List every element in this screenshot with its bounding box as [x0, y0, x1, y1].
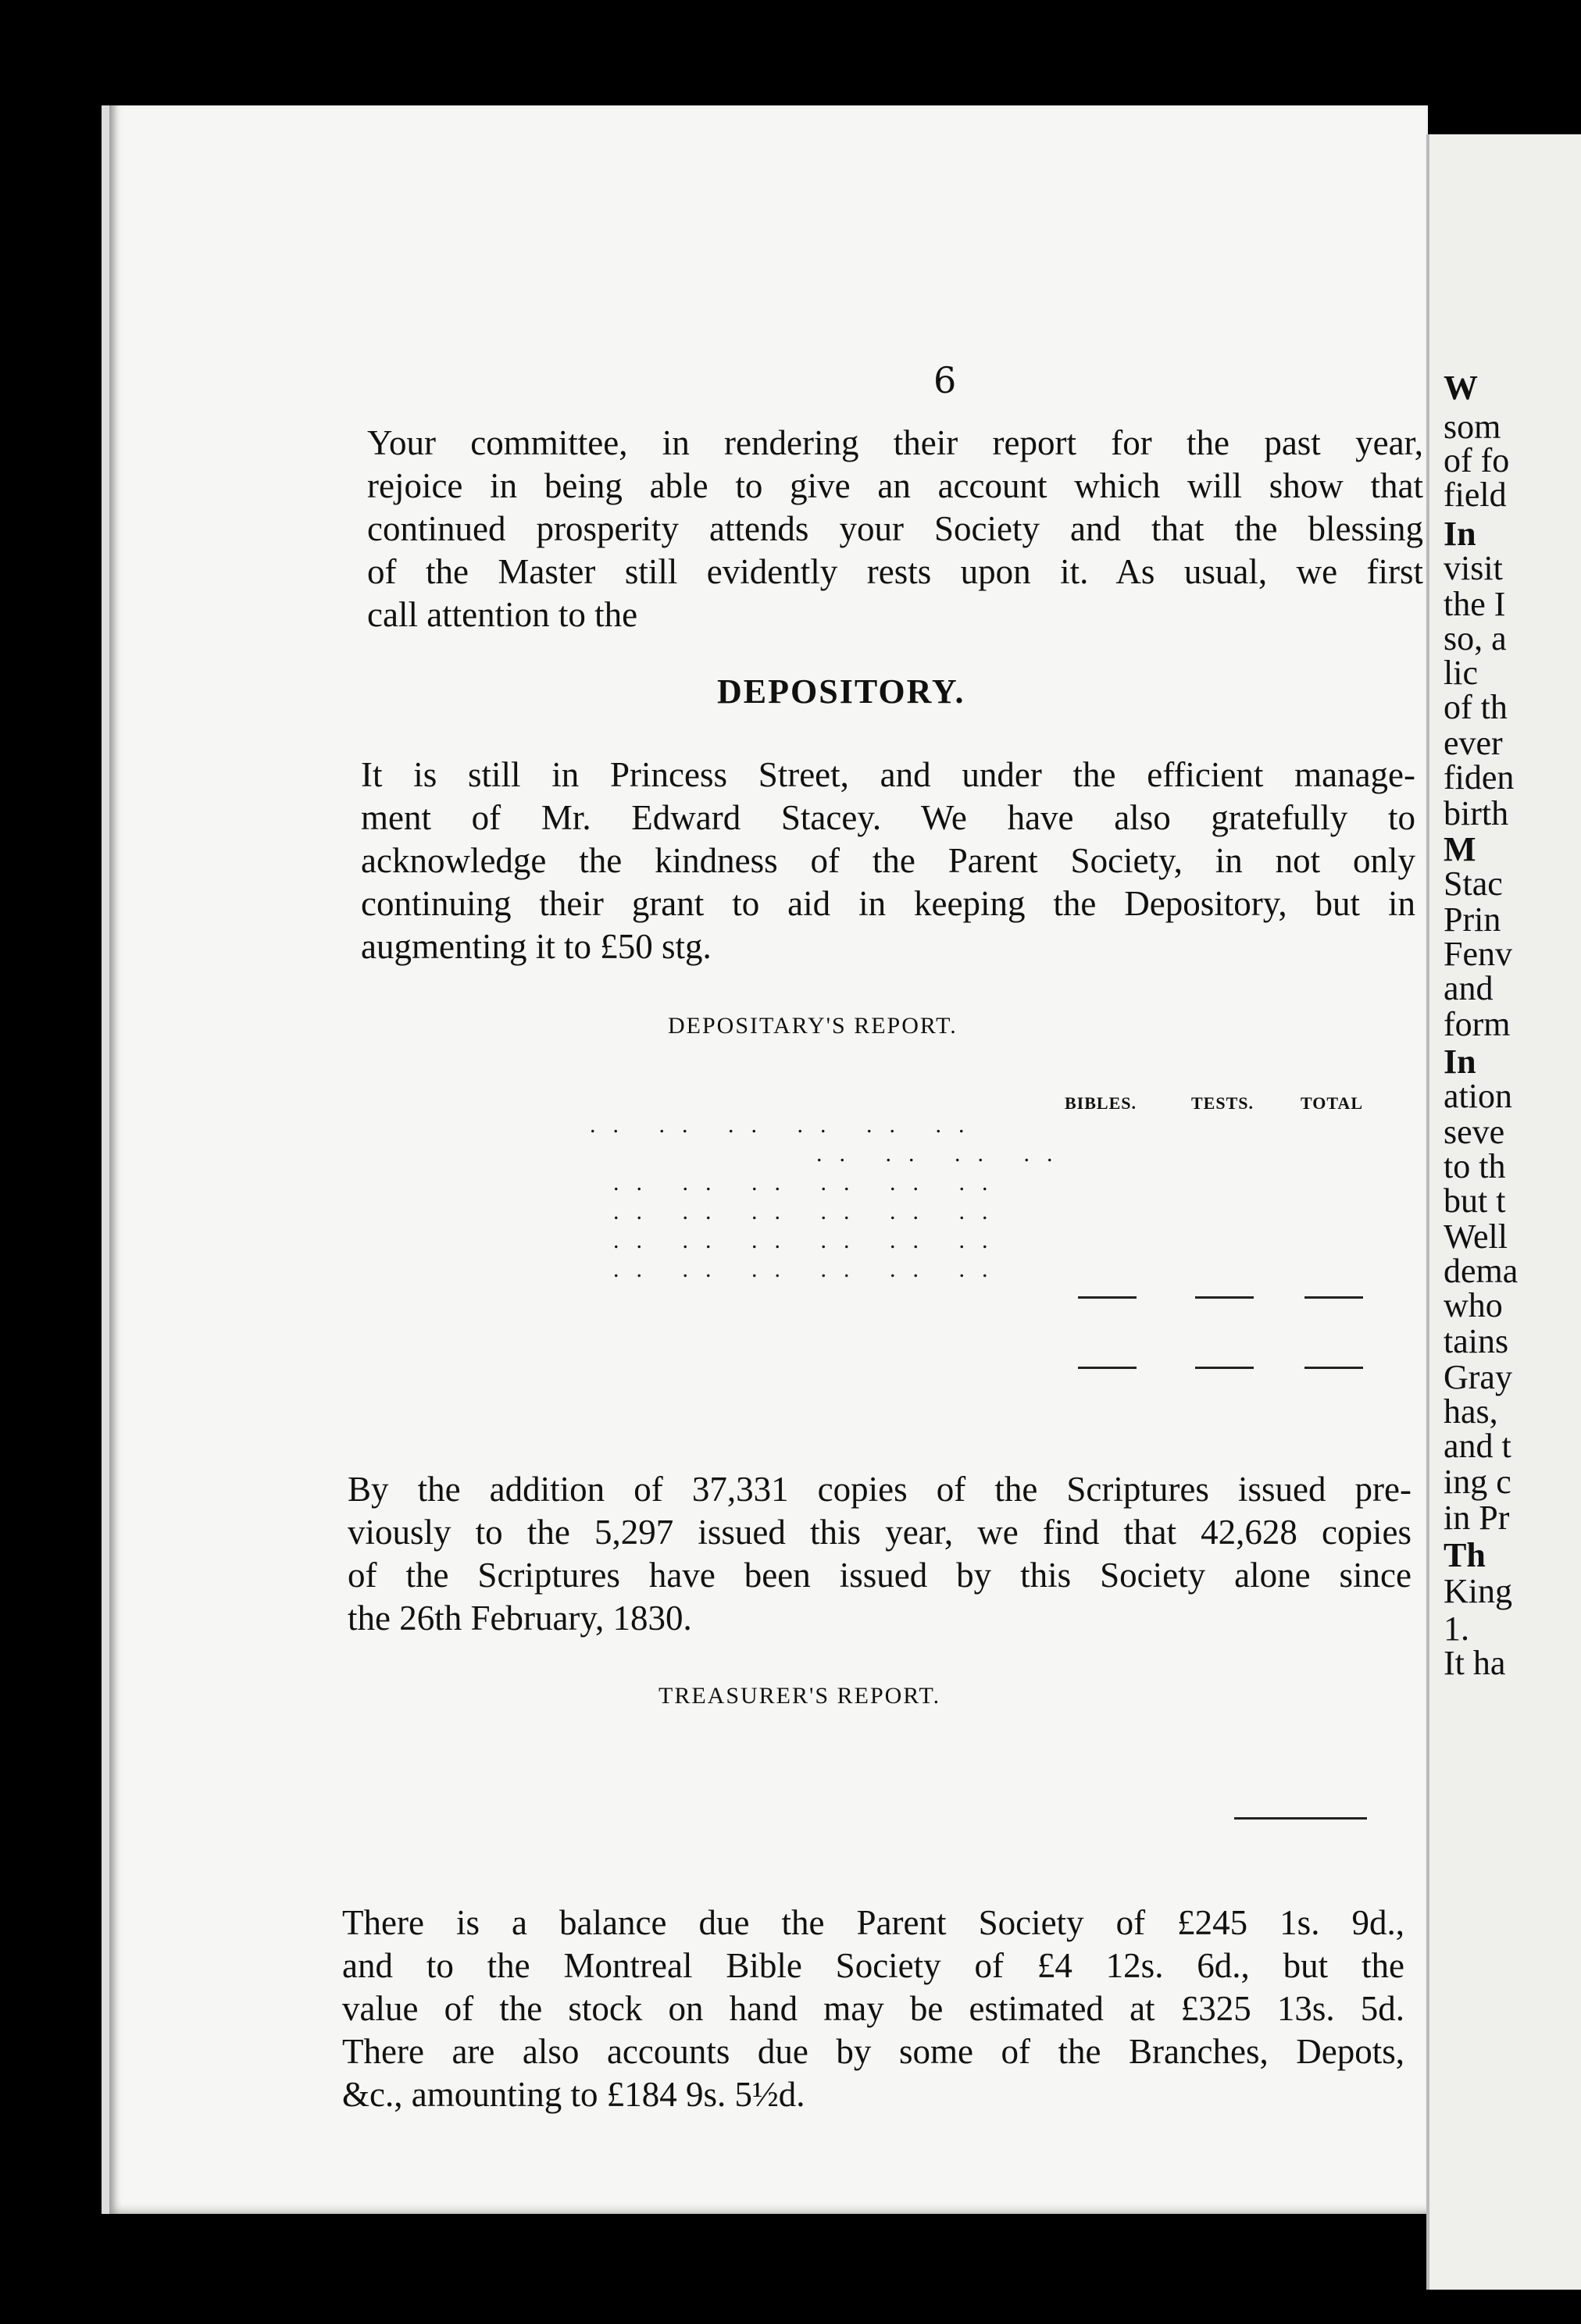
right-page-text-fragment: W — [1444, 369, 1478, 407]
sum-rule — [1195, 1296, 1254, 1299]
column-header-total: TOTAL — [1301, 1093, 1363, 1113]
leader-dots: .. .. .. .. — [816, 1141, 1070, 1167]
right-page-text-fragment: and — [1444, 969, 1494, 1007]
depository-line: It is still in Princess Street, and under the efficient manage- — [361, 755, 1415, 794]
right-page-text-fragment: seve — [1444, 1113, 1505, 1151]
right-page-text-fragment: but t — [1444, 1182, 1506, 1220]
scriptures-line: the 26th February, 1830. — [348, 1599, 692, 1638]
sum-rule — [1078, 1367, 1137, 1369]
right-page-text-fragment: ation — [1444, 1077, 1512, 1115]
depository-heading: DEPOSITORY. — [717, 672, 965, 711]
depository-line: acknowledge the kindness of the Parent Society, in not only — [361, 841, 1415, 880]
right-page-text-fragment: In — [1444, 1043, 1476, 1081]
right-page-text-fragment: form — [1444, 1005, 1511, 1043]
right-page-text-fragment: birth — [1444, 794, 1509, 832]
right-page-text-fragment: Th — [1444, 1536, 1486, 1574]
treasurer-report-title: TREASURER'S REPORT. — [658, 1683, 941, 1709]
balance-line: &c., amounting to £184 9s. 5½d. — [342, 2075, 805, 2114]
right-page-text-fragment: the I — [1444, 585, 1506, 623]
intro-line: rejoice in being able to give an account which will show that — [367, 466, 1423, 505]
leader-dots: .. .. .. .. .. .. — [613, 1228, 1005, 1253]
right-page-text-fragment: som — [1444, 408, 1501, 446]
intro-line: call attention to the — [367, 595, 638, 634]
right-page-text-fragment: M — [1444, 830, 1476, 868]
scriptures-line: viously to the 5,297 issued this year, we find that 42,628 copies — [348, 1513, 1411, 1552]
sum-rule — [1304, 1296, 1363, 1299]
sum-rule — [1078, 1296, 1137, 1299]
right-page-text-fragment: dema — [1444, 1252, 1519, 1290]
scriptures-line: of the Scriptures have been issued by this Society alone since — [348, 1556, 1411, 1595]
sum-rule — [1195, 1367, 1254, 1369]
depository-line: continuing their grant to aid in keeping the Depository, but in — [361, 884, 1415, 923]
right-page-text-fragment: has, — [1444, 1392, 1498, 1431]
right-page-text-fragment: Prin — [1444, 900, 1501, 939]
sum-rule — [1304, 1367, 1363, 1369]
right-page-text-fragment: and t — [1444, 1427, 1511, 1465]
right-page-text-fragment: of fo — [1444, 441, 1510, 479]
leader-dots: .. .. .. .. .. .. — [613, 1256, 1005, 1282]
depositary-report-table — [355, 1093, 1426, 1437]
depositary-report-title: DEPOSITARY'S REPORT. — [668, 1013, 958, 1039]
leader-dots: .. .. .. .. .. .. — [613, 1170, 1005, 1196]
right-page-text-fragment: of th — [1444, 688, 1508, 726]
right-page-text-fragment: Well — [1444, 1217, 1508, 1256]
right-page-text-fragment: Fenv — [1444, 935, 1512, 973]
page-left — [102, 105, 1428, 2214]
scriptures-line: By the addition of 37,331 copies of the Scriptures issued pre- — [348, 1470, 1411, 1509]
right-page-text-fragment: tains — [1444, 1322, 1509, 1360]
right-page-text-fragment: visit — [1444, 549, 1503, 587]
right-page-text-fragment: Stac — [1444, 864, 1503, 903]
depository-paragraph — [361, 754, 1415, 968]
balance-line: value of the stock on hand may be estimated at £325 13s. 5d. — [342, 1989, 1404, 2028]
balance-line: There are also accounts due by some of the Branches, Depots, — [342, 2032, 1404, 2071]
right-page-text-fragment: fiden — [1444, 758, 1515, 797]
right-page-text-fragment: in Pr — [1444, 1499, 1510, 1537]
intro-line: continued prosperity attends your Society and that the blessing — [367, 509, 1423, 548]
page-number: 6 — [933, 359, 957, 401]
right-page-text-fragment: 1. — [1444, 1609, 1469, 1648]
right-page-text-fragment: ing c — [1444, 1463, 1511, 1501]
balance-paragraph — [342, 1902, 1404, 2116]
leader-dots: .. .. .. .. .. .. — [590, 1112, 982, 1138]
right-page-text-fragment: Gray — [1444, 1358, 1512, 1396]
leader-dots: .. .. .. .. .. .. — [613, 1199, 1005, 1224]
page-right-fragment — [1426, 134, 1581, 2290]
right-page-text-fragment: lic — [1444, 654, 1478, 692]
intro-line: Your committee, in rendering their report for the past year, — [367, 423, 1423, 462]
column-header-tests: TESTS. — [1191, 1093, 1254, 1113]
right-page-text-fragment: King — [1444, 1572, 1512, 1610]
depository-line: ment of Mr. Edward Stacey. We have also gratefully to — [361, 798, 1415, 837]
right-page-text-fragment: It ha — [1444, 1644, 1506, 1682]
right-page-text-fragment: to th — [1444, 1147, 1506, 1185]
balance-line: There is a balance due the Parent Society of £245 1s. 9d., — [342, 1903, 1404, 1942]
balance-line: and to the Montreal Bible Society of £4 12s. 6d., but the — [342, 1946, 1404, 1985]
depository-line: augmenting it to £50 stg. — [361, 927, 712, 966]
right-page-text-fragment: In — [1444, 515, 1476, 553]
sum-rule — [1234, 1817, 1367, 1820]
right-page-text-fragment: field — [1444, 476, 1507, 514]
right-page-text-fragment: who — [1444, 1286, 1503, 1324]
intro-line: of the Master still evidently rests upon it. As usual, we first — [367, 552, 1423, 591]
right-page-text-fragment: ever — [1444, 724, 1503, 762]
intro-paragraph — [367, 422, 1423, 636]
scriptures-paragraph — [348, 1468, 1411, 1640]
treasurer-report-table — [348, 1755, 1418, 1880]
right-page-text-fragment: so, a — [1444, 619, 1507, 658]
column-header-bibles: BIBLES. — [1065, 1093, 1137, 1113]
